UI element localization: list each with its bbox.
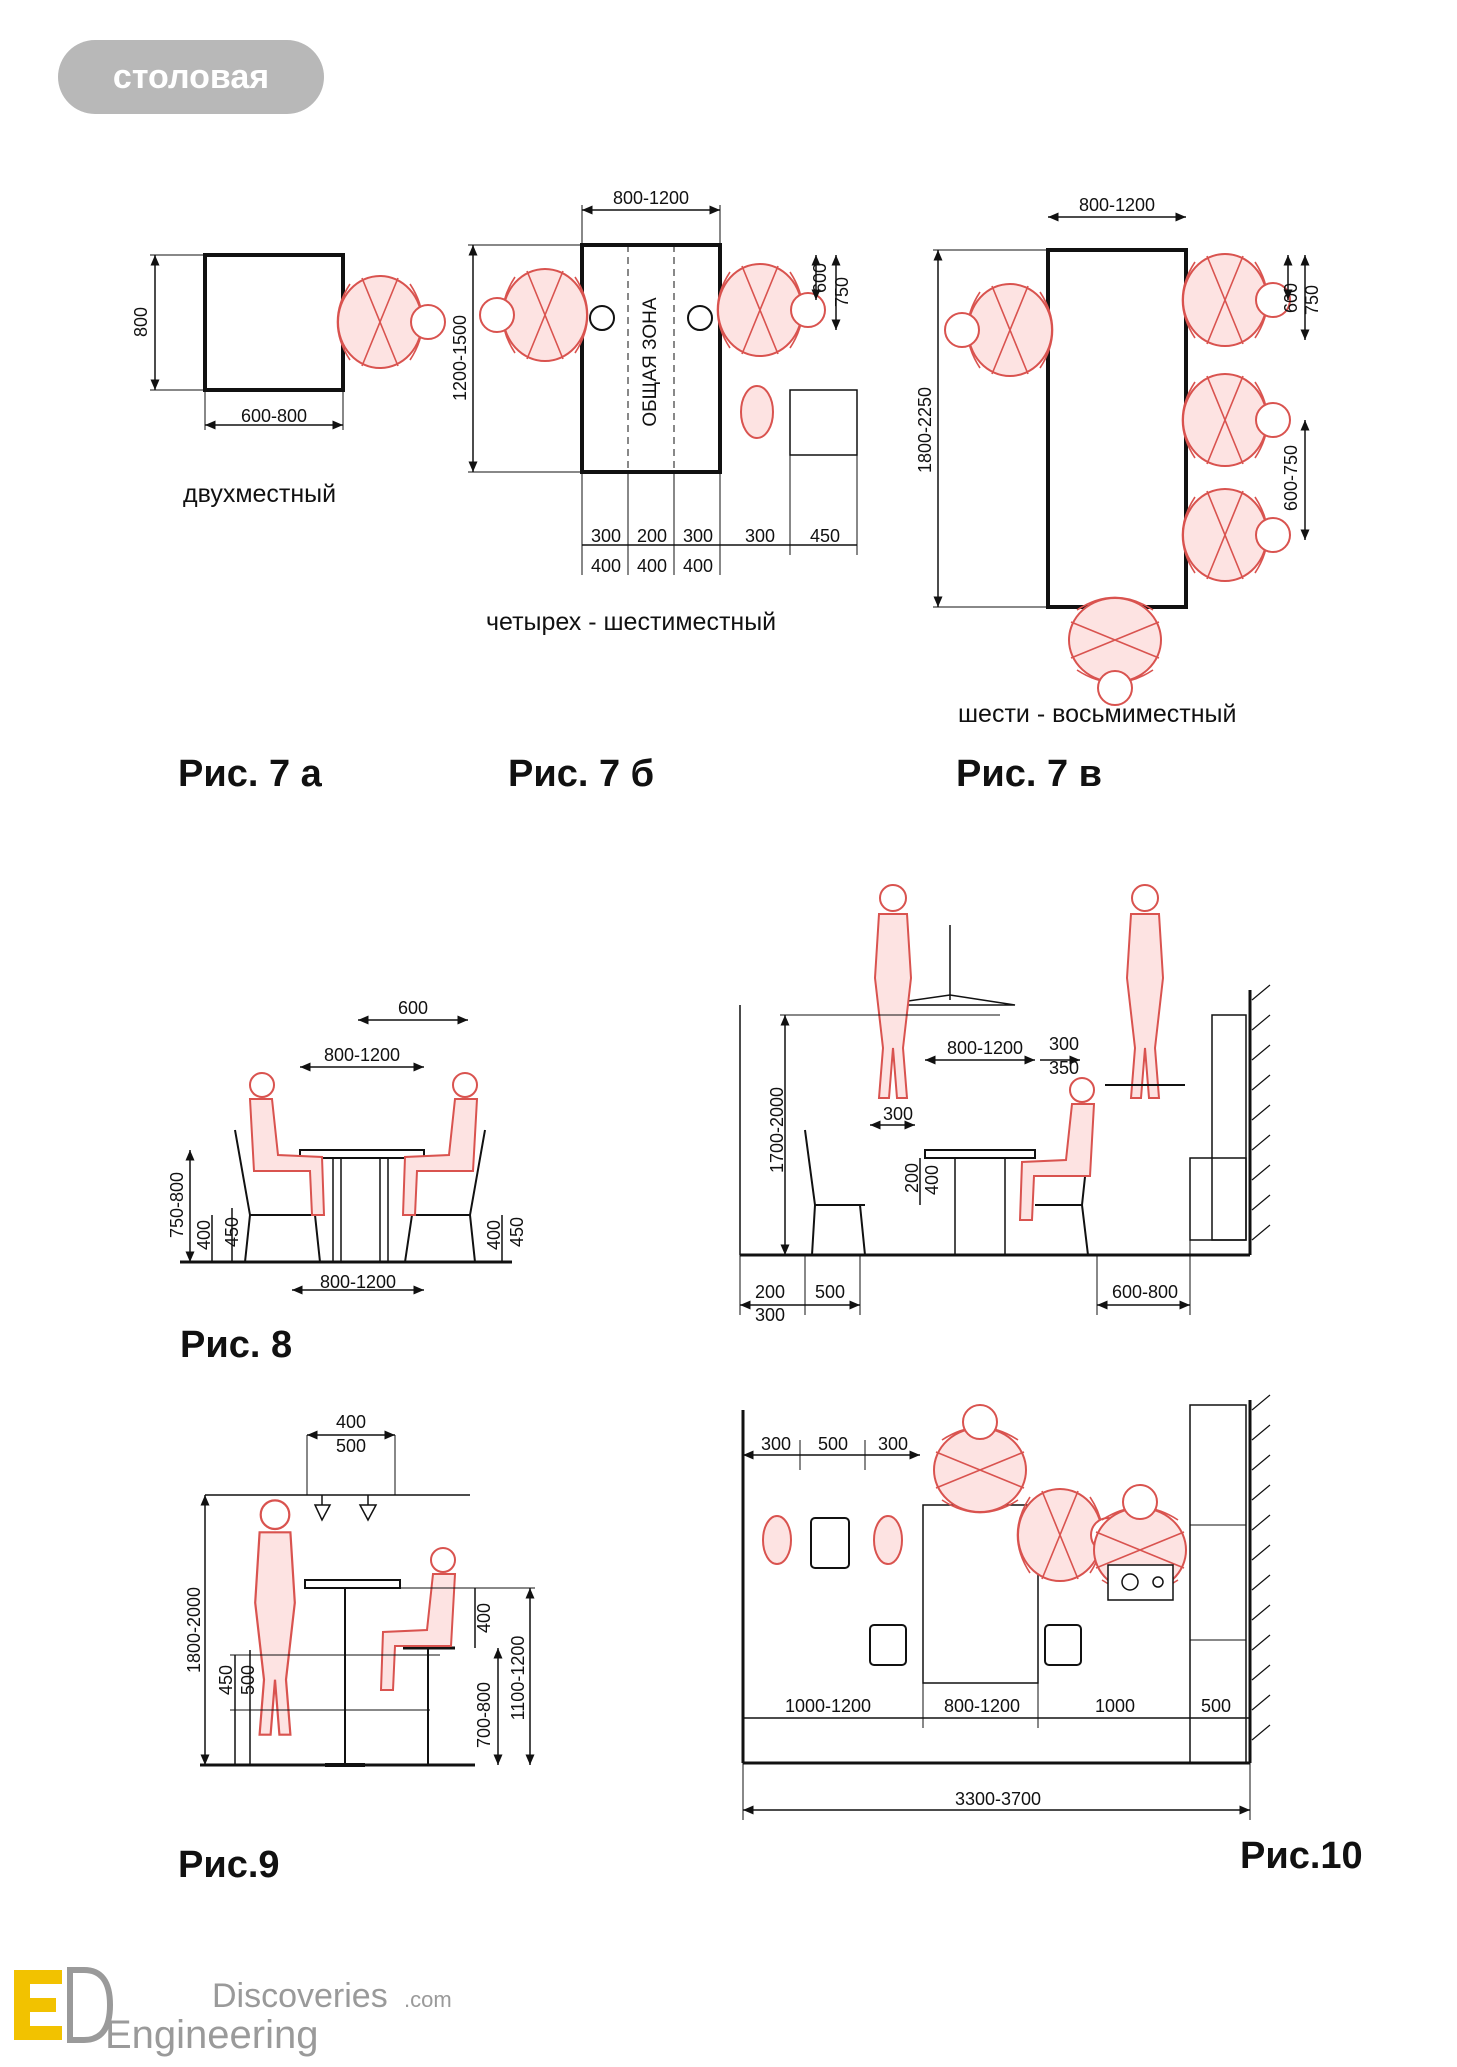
- figure-9: [178, 1412, 535, 1886]
- shared-zone-label: ОБЩАЯ ЗОНА: [640, 297, 661, 427]
- dim-7b-top: 800-1200: [612, 188, 690, 208]
- dim-fig10-total: 3300-3700: [954, 1789, 1042, 1809]
- diner-fig8-left: [250, 1073, 324, 1215]
- watermark: [14, 1970, 452, 2057]
- dim-fig9-400: 400: [335, 1412, 367, 1432]
- dim-fig9-500b: 500: [238, 1664, 258, 1696]
- dim-7b-c3: 400: [682, 556, 714, 576]
- dim-7b-b4: 300: [744, 526, 776, 546]
- dim-fig10-t500: 500: [817, 1434, 849, 1454]
- dim-7b-c2: 400: [636, 556, 668, 576]
- dim-7v-top: 800-1200: [1078, 195, 1156, 215]
- dim-fig8-450l: 450: [222, 1216, 242, 1248]
- dim-8b-1700: 1700-2000: [767, 1086, 787, 1174]
- diner-7v-r1: [1183, 254, 1291, 346]
- dim-fig8-400l: 400: [194, 1219, 214, 1251]
- dim-8b-top: 800-1200: [946, 1038, 1024, 1058]
- label-7a: Рис. 7 а: [178, 753, 322, 795]
- diner-fig8-right: [403, 1073, 477, 1215]
- seated-person-fig9: [381, 1548, 455, 1690]
- dim-fig9-450: 450: [216, 1664, 236, 1696]
- dim-fig8-600: 600: [397, 998, 429, 1018]
- dim-fig9-700: 700-800: [474, 1681, 494, 1749]
- dim-7a-height: 800: [131, 306, 151, 338]
- dim-7v-left: 1800-2250: [915, 386, 935, 474]
- dim-fig8-450r: 450: [507, 1216, 527, 1248]
- label-fig10: Рис.10: [1240, 1835, 1363, 1877]
- diner-fig10-top: [934, 1405, 1026, 1513]
- figure-7a: [131, 255, 445, 795]
- dim-fig8-400r: 400: [484, 1219, 504, 1251]
- label-fig9: Рис.9: [178, 1844, 280, 1886]
- dim-7b-b5: 450: [809, 526, 841, 546]
- dim-fig10-b4: 500: [1200, 1696, 1232, 1716]
- dim-7b-b2: 200: [636, 526, 668, 546]
- figure-10: [743, 1395, 1363, 1877]
- figure-7v: [915, 195, 1322, 795]
- diner-top-view: [338, 276, 446, 368]
- label-fig8: Рис. 8: [180, 1324, 293, 1366]
- dim-fig10-t300a: 300: [760, 1434, 792, 1454]
- figure-8-room-section: [740, 885, 1270, 1325]
- dim-7a-width: 600-800: [240, 406, 308, 426]
- dim-7b-600: 600: [810, 262, 830, 294]
- diner-7v-left: [945, 284, 1053, 376]
- label-7b: Рис. 7 б: [508, 753, 655, 795]
- dim-fig9-400r: 400: [474, 1602, 494, 1634]
- dim-7b-c1: 400: [590, 556, 622, 576]
- standing-person: [875, 885, 911, 1098]
- waiter: [1127, 885, 1163, 1098]
- dim-7b-b3: 300: [682, 526, 714, 546]
- diner-7v-r3: [1183, 489, 1291, 581]
- dim-fig9-1100: 1100-1200: [508, 1635, 528, 1721]
- diner-7v-bottom: [1069, 598, 1161, 706]
- dim-8b-b200: 200: [754, 1282, 786, 1302]
- dim-8b-200: 200: [902, 1162, 922, 1194]
- dim-8b-b300: 300: [754, 1305, 786, 1325]
- dim-fig10-t300b: 300: [877, 1434, 909, 1454]
- watermark-brand-dom: .com: [404, 1987, 452, 2012]
- dim-7v-750: 750: [1302, 284, 1322, 316]
- dim-8b-b500: 500: [814, 1282, 846, 1302]
- figure-8: [167, 998, 527, 1366]
- dim-fig9-500: 500: [335, 1436, 367, 1456]
- diner-right: [718, 264, 826, 356]
- table-2seat: [205, 255, 343, 390]
- dim-7v-spacing: 600-750: [1281, 444, 1301, 512]
- dim-7b-750: 750: [832, 276, 852, 308]
- dim-8b-400: 400: [922, 1164, 942, 1196]
- dim-7v-600: 600: [1281, 282, 1301, 314]
- figure-7b: [450, 188, 857, 795]
- watermark-brand-bottom: Engineering: [105, 2013, 319, 2057]
- dim-7b-left: 1200-1500: [450, 314, 470, 402]
- table-6-8seat: [1048, 250, 1186, 607]
- dim-fig9-1800: 1800-2000: [184, 1586, 204, 1674]
- caption-7b: четырех - шестиместный: [486, 608, 777, 636]
- dim-8b-350: 350: [1048, 1058, 1080, 1078]
- diner-7v-r2: [1183, 374, 1291, 466]
- dim-8b-300b: 300: [882, 1104, 914, 1124]
- dim-8b-300: 300: [1048, 1034, 1080, 1054]
- watermark-brand-top: Discoveries: [212, 1977, 388, 2015]
- dim-fig10-b2: 800-1200: [943, 1696, 1021, 1716]
- section-title: столовая: [112, 57, 270, 96]
- logo-e-icon: [14, 1970, 62, 2040]
- label-7v: Рис. 7 в: [956, 753, 1103, 795]
- standing-person-fig9: [255, 1500, 295, 1734]
- dim-fig10-b1: 1000-1200: [784, 1696, 872, 1716]
- dim-fig8-bottom: 800-1200: [319, 1272, 397, 1292]
- dim-8b-b600: 600-800: [1111, 1282, 1179, 1302]
- dim-fig10-b3: 1000: [1094, 1696, 1136, 1716]
- dim-fig8-top: 800-1200: [323, 1045, 401, 1065]
- caption-7v: шести - восьмиместный: [958, 700, 1237, 728]
- diner-left: [480, 269, 588, 361]
- caption-7a: двухместный: [183, 480, 337, 508]
- dim-7b-b1: 300: [590, 526, 622, 546]
- dim-fig8-left: 750-800: [167, 1171, 187, 1239]
- logo-d-icon: [70, 1970, 110, 2040]
